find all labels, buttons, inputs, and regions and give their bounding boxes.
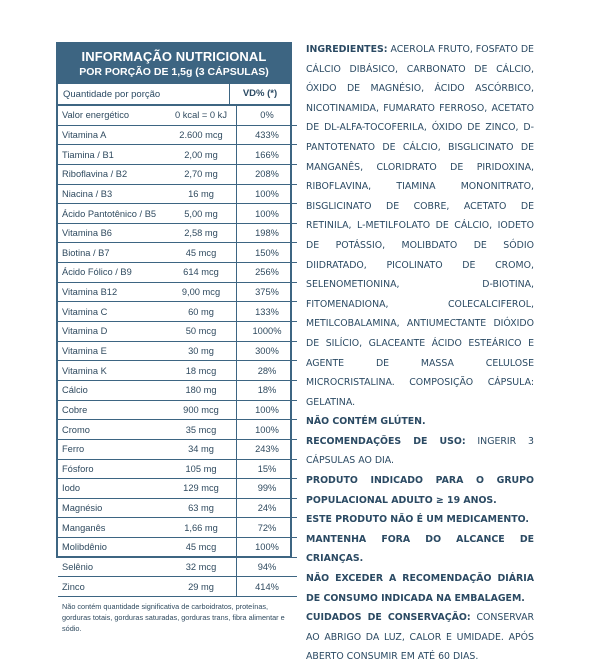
nutrient-vd: 150% bbox=[237, 243, 298, 263]
nutrient-name: Cobre bbox=[58, 400, 166, 420]
nutrient-vd: 18% bbox=[237, 380, 298, 400]
nutrient-amount: 0 kcal = 0 kJ bbox=[166, 106, 237, 125]
nutrient-vd: 100% bbox=[237, 184, 298, 204]
nutrient-amount: 2,58 mg bbox=[166, 223, 237, 243]
column-header-row bbox=[58, 84, 290, 106]
column-header-vd: VD% (*) bbox=[229, 84, 290, 104]
nutrient-row bbox=[58, 557, 297, 577]
nutrient-amount: 9,00 mcg bbox=[166, 282, 237, 302]
nutrient-name: Fósforo bbox=[58, 459, 166, 479]
storage-text: CONSERVAR AO ABRIGO DA LUZ, CALOR E UMIDADE. APÓS ABERTO CONSUMIR EM ATÉ 60 DIAS. bbox=[306, 612, 534, 663]
nutrient-vd: 256% bbox=[237, 263, 298, 283]
nutrient-vd: 24% bbox=[237, 498, 298, 518]
nutrient-name: Manganês bbox=[58, 518, 166, 538]
nutrient-name: Vitamina D bbox=[58, 322, 166, 342]
nutrient-row bbox=[58, 302, 297, 322]
nutrient-vd: 166% bbox=[237, 145, 298, 165]
label-text-column bbox=[306, 40, 534, 667]
nutrient-vd: 243% bbox=[237, 439, 298, 459]
nutrient-vd: 208% bbox=[237, 164, 298, 184]
nutrient-vd: 0% bbox=[237, 106, 298, 125]
nutrient-amount: 50 mcg bbox=[166, 322, 237, 342]
nutrient-amount: 2.600 mcg bbox=[166, 125, 237, 145]
nutrient-vd: 99% bbox=[237, 479, 298, 499]
storage-paragraph bbox=[306, 608, 534, 667]
nutrient-name: Magnésio bbox=[58, 498, 166, 518]
nutrient-vd: 300% bbox=[237, 341, 298, 361]
panel-title: INFORMAÇÃO NUTRICIONAL bbox=[81, 49, 267, 64]
nutrient-amount: 2,00 mg bbox=[166, 145, 237, 165]
nutrient-row bbox=[58, 400, 297, 420]
nutrient-row bbox=[58, 479, 297, 499]
nutrient-vd: 375% bbox=[237, 282, 298, 302]
usage-paragraph bbox=[306, 432, 534, 471]
gluten-warning: NÃO CONTÉM GLÚTEN. bbox=[306, 416, 426, 428]
nutrient-amount: 63 mg bbox=[166, 498, 237, 518]
nutrient-row bbox=[58, 380, 297, 400]
nutrient-amount: 1,66 mg bbox=[166, 518, 237, 538]
nutrient-vd: 198% bbox=[237, 223, 298, 243]
nutrient-row bbox=[58, 184, 297, 204]
nutrient-row bbox=[58, 243, 297, 263]
nutrient-amount: 29 mg bbox=[166, 577, 237, 597]
nutrient-amount: 60 mg bbox=[166, 302, 237, 322]
nutrient-row bbox=[58, 223, 297, 243]
nutrient-amount: 180 mg bbox=[166, 380, 237, 400]
usage-label: RECOMENDAÇÕES DE USO: bbox=[306, 435, 466, 447]
nutrient-name: Ácido Fólico / B9 bbox=[58, 263, 166, 283]
keep-away-note: MANTENHA FORA DO ALCANCE DE CRIANÇAS. bbox=[306, 533, 534, 565]
nutrient-row bbox=[58, 164, 297, 184]
ingredients-paragraph bbox=[306, 40, 534, 412]
nutrient-vd: 414% bbox=[237, 577, 298, 597]
nutrient-vd: 100% bbox=[237, 420, 298, 440]
nutrient-name: Tiamina / B1 bbox=[58, 145, 166, 165]
nutrient-amount: 5,00 mg bbox=[166, 204, 237, 224]
nutrient-name: Zinco bbox=[58, 577, 166, 597]
nutrient-row bbox=[58, 439, 297, 459]
storage-label: CUIDADOS DE CONSERVAÇÃO: bbox=[306, 612, 471, 624]
nutrient-name: Vitamina B6 bbox=[58, 223, 166, 243]
panel-header bbox=[58, 44, 290, 84]
nutrient-vd: 100% bbox=[237, 538, 298, 558]
nutrient-row bbox=[58, 420, 297, 440]
nutrient-row bbox=[58, 498, 297, 518]
nutrient-name: Niacina / B3 bbox=[58, 184, 166, 204]
nutrient-row bbox=[58, 204, 297, 224]
not-medicine-note: ESTE PRODUTO NÃO É UM MEDICAMENTO. bbox=[306, 514, 529, 526]
nutrient-amount: 105 mg bbox=[166, 459, 237, 479]
nutrient-vd: 100% bbox=[237, 400, 298, 420]
nutrient-name: Biotina / B7 bbox=[58, 243, 166, 263]
nutrient-row bbox=[58, 282, 297, 302]
nutrient-name: Valor energético bbox=[58, 106, 166, 125]
nutrient-amount: 45 mcg bbox=[166, 538, 237, 558]
nutrient-row bbox=[58, 341, 297, 361]
nutrient-amount: 45 mcg bbox=[166, 243, 237, 263]
nutrient-amount: 18 mcg bbox=[166, 361, 237, 381]
nutrient-name: Vitamina B12 bbox=[58, 282, 166, 302]
footnote: Não contém quantidade significativa de carboidratos, proteínas, gorduras totais, gorduras saturadas, gorduras trans, fibra alimentar e sódio. bbox=[62, 602, 285, 634]
nutrient-name: Vitamina A bbox=[58, 125, 166, 145]
nutrient-row bbox=[58, 361, 297, 381]
nutrient-name: Vitamina E bbox=[58, 341, 166, 361]
panel-subtitle: POR PORÇÃO DE 1,5g (3 CÁPSULAS) bbox=[79, 66, 269, 78]
column-header-quantity: Quantidade por porção bbox=[63, 88, 161, 100]
nutrition-facts-panel bbox=[56, 42, 292, 634]
nutrient-amount: 16 mg bbox=[166, 184, 237, 204]
nutrient-name: Ferro bbox=[58, 439, 166, 459]
nutrient-name: Cromo bbox=[58, 420, 166, 440]
nutrient-vd: 28% bbox=[237, 361, 298, 381]
nutrient-row bbox=[58, 577, 297, 597]
nutrient-vd: 100% bbox=[237, 204, 298, 224]
nutrient-row bbox=[58, 538, 297, 558]
nutrient-amount: 614 mcg bbox=[166, 263, 237, 283]
nutrient-row bbox=[58, 145, 297, 165]
nutrient-amount: 32 mcg bbox=[166, 557, 237, 577]
nutrient-vd: 15% bbox=[237, 459, 298, 479]
population-note: PRODUTO INDICADO PARA O GRUPO POPULACIONAL ADULTO ≥ 19 ANOS. bbox=[306, 475, 534, 506]
nutrient-row bbox=[58, 125, 297, 145]
nutrient-name: Iodo bbox=[58, 479, 166, 499]
nutrient-vd: 133% bbox=[237, 302, 298, 322]
nutrient-amount: 30 mg bbox=[166, 341, 237, 361]
nutrient-name: Riboflavina / B2 bbox=[58, 164, 166, 184]
nutrient-amount: 129 mcg bbox=[166, 479, 237, 499]
nutrient-amount: 900 mcg bbox=[166, 400, 237, 420]
nutrient-name: Molibdênio bbox=[58, 538, 166, 558]
nutrient-name: Vitamina K bbox=[58, 361, 166, 381]
nutrient-vd: 433% bbox=[237, 125, 298, 145]
nutrient-row bbox=[58, 263, 297, 283]
ingredients-label: INGREDIENTES: bbox=[306, 44, 388, 55]
nutrient-amount: 2,70 mg bbox=[166, 164, 237, 184]
nutrient-amount: 34 mg bbox=[166, 439, 237, 459]
ingredients-text: ACEROLA FRUTO, FOSFATO DE CÁLCIO DIBÁSICO, CARBONATO DE CÁLCIO, ÓXIDO DE MAGNÉSIO, ÁCIDO ASCÓRBICO, NICOTINAMIDA, FUMARATO FERROSO, ACETATO DE DL-ALFA-TOCOFERILA, ÓXIDO DE ZINCO, D-PANTOTENATO DE CÁLCIO, BISGLICINATO DE MANGANÊS, CLORIDRATO DE PIRIDOXINA, RIBOFLAVINA, TIAMINA MONONITRATO, BISGLICINATO DE COBRE, ACETATO DE RETINILA, L-METILFOLATO DE CÁLCIO, IODETO DE POTÁSSIO, MOLIBDATO DE SÓDIO DIIDRATADO, PICOLINATO DE CROMO, SELENOMETIONINA, D-BIOTINA, FITOMENADIONA, COLECALCIFEROL, METILCOBALAMINA, ANTIUMECTANTE DIÓXIDO DE SILÍCIO, GLACEANTE ÁCIDO ESTEÁRICO E AGENTE DE MASSA CELULOSE MICROCRISTALINA. COMPOSIÇÃO CÁPSULA: GELATINA. bbox=[306, 44, 534, 408]
no-exceed-note: NÃO EXCEDER A RECOMENDAÇÃO DIÁRIA DE CONSUMO INDICADA NA EMBALAGEM. bbox=[306, 573, 534, 604]
nutrition-table bbox=[58, 106, 297, 597]
nutrient-amount: 35 mcg bbox=[166, 420, 237, 440]
nutrient-name: Ácido Pantotênico / B5 bbox=[58, 204, 166, 224]
nutrient-vd: 1000% bbox=[237, 322, 298, 342]
nutrient-name: Cálcio bbox=[58, 380, 166, 400]
usage-text: INGERIR 3 CÁPSULAS AO DIA. bbox=[306, 435, 534, 467]
nutrient-name: Vitamina C bbox=[58, 302, 166, 322]
nutrient-row bbox=[58, 518, 297, 538]
nutrient-row bbox=[58, 322, 297, 342]
nutrient-vd: 72% bbox=[237, 518, 298, 538]
nutrient-row bbox=[58, 459, 297, 479]
nutrient-name: Selênio bbox=[58, 557, 166, 577]
nutrient-row bbox=[58, 106, 297, 125]
nutrient-vd: 94% bbox=[237, 557, 298, 577]
